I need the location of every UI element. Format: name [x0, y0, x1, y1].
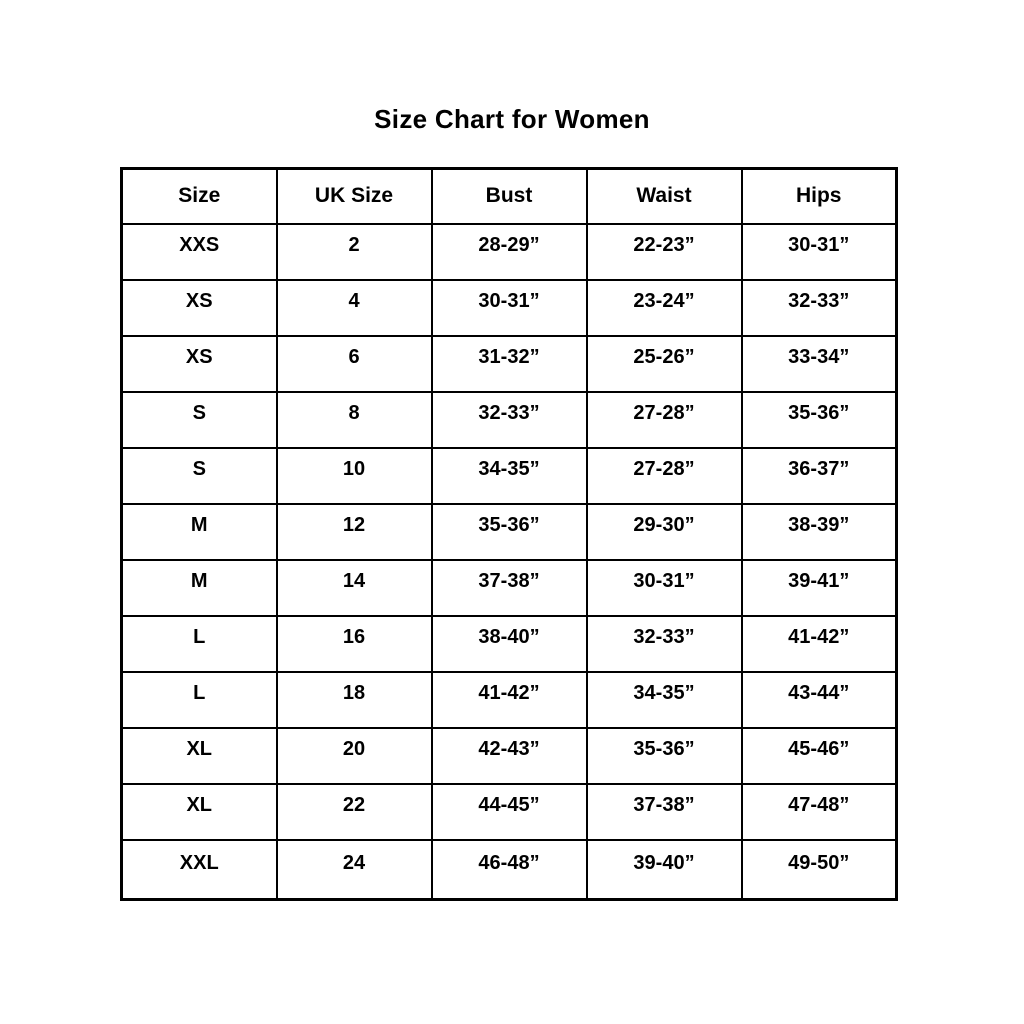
table-cell: M	[122, 504, 277, 560]
table-cell: M	[122, 560, 277, 616]
table-cell: 30-31”	[587, 560, 742, 616]
table-cell: XL	[122, 784, 277, 840]
table-cell: 36-37”	[742, 448, 897, 504]
table-row	[122, 616, 897, 672]
column-header: Waist	[587, 169, 742, 224]
table-cell: 32-33”	[742, 280, 897, 336]
table-cell: 32-33”	[432, 392, 587, 448]
table-cell: 38-39”	[742, 504, 897, 560]
table-cell: 43-44”	[742, 672, 897, 728]
table-cell: 35-36”	[587, 728, 742, 784]
table-cell: 44-45”	[432, 784, 587, 840]
column-header: UK Size	[277, 169, 432, 224]
table-cell: 42-43”	[432, 728, 587, 784]
table-cell: 8	[277, 392, 432, 448]
table-cell: S	[122, 392, 277, 448]
table-cell: 24	[277, 840, 432, 900]
table-cell: S	[122, 448, 277, 504]
table-cell: XL	[122, 728, 277, 784]
table-cell: 10	[277, 448, 432, 504]
table-cell: 30-31”	[432, 280, 587, 336]
table-cell: XS	[122, 280, 277, 336]
table-cell: 31-32”	[432, 336, 587, 392]
table-row	[122, 784, 897, 840]
table-cell: XS	[122, 336, 277, 392]
column-header: Bust	[432, 169, 587, 224]
table-cell: 16	[277, 616, 432, 672]
table-cell: 35-36”	[742, 392, 897, 448]
table-row	[122, 392, 897, 448]
size-chart-table	[120, 167, 898, 901]
table-cell: 37-38”	[432, 560, 587, 616]
table-cell: 2	[277, 224, 432, 280]
table-cell: 29-30”	[587, 504, 742, 560]
table-cell: 41-42”	[742, 616, 897, 672]
table-cell: 49-50”	[742, 840, 897, 900]
table-header	[122, 169, 897, 224]
table-cell: 46-48”	[432, 840, 587, 900]
table-cell: 12	[277, 504, 432, 560]
table-cell: 30-31”	[742, 224, 897, 280]
table-cell: 34-35”	[432, 448, 587, 504]
table-cell: 14	[277, 560, 432, 616]
table-cell: 28-29”	[432, 224, 587, 280]
table-body	[122, 224, 897, 900]
table-cell: 34-35”	[587, 672, 742, 728]
table-cell: 22-23”	[587, 224, 742, 280]
table-cell: 37-38”	[587, 784, 742, 840]
table-cell: 47-48”	[742, 784, 897, 840]
table-cell: 38-40”	[432, 616, 587, 672]
table-cell: L	[122, 672, 277, 728]
table-cell: 27-28”	[587, 448, 742, 504]
table-row	[122, 336, 897, 392]
table-cell: 6	[277, 336, 432, 392]
table-row	[122, 840, 897, 900]
header-row	[122, 169, 897, 224]
page-title: Size Chart for Women	[374, 104, 650, 134]
table-cell: XXS	[122, 224, 277, 280]
table-cell: 39-41”	[742, 560, 897, 616]
column-header: Hips	[742, 169, 897, 224]
table-cell: 27-28”	[587, 392, 742, 448]
table-cell: 20	[277, 728, 432, 784]
table-row	[122, 672, 897, 728]
table-row	[122, 224, 897, 280]
table-cell: 4	[277, 280, 432, 336]
table-row	[122, 504, 897, 560]
table-cell: L	[122, 616, 277, 672]
table-row	[122, 280, 897, 336]
table-cell: 22	[277, 784, 432, 840]
table-row	[122, 728, 897, 784]
table-cell: 35-36”	[432, 504, 587, 560]
table-cell: 33-34”	[742, 336, 897, 392]
table-cell: 25-26”	[587, 336, 742, 392]
table-cell: 39-40”	[587, 840, 742, 900]
table-cell: 41-42”	[432, 672, 587, 728]
column-header: Size	[122, 169, 277, 224]
table-row	[122, 560, 897, 616]
table-row	[122, 448, 897, 504]
table-cell: XXL	[122, 840, 277, 900]
table-cell: 32-33”	[587, 616, 742, 672]
table-cell: 45-46”	[742, 728, 897, 784]
table-cell: 23-24”	[587, 280, 742, 336]
table-cell: 18	[277, 672, 432, 728]
